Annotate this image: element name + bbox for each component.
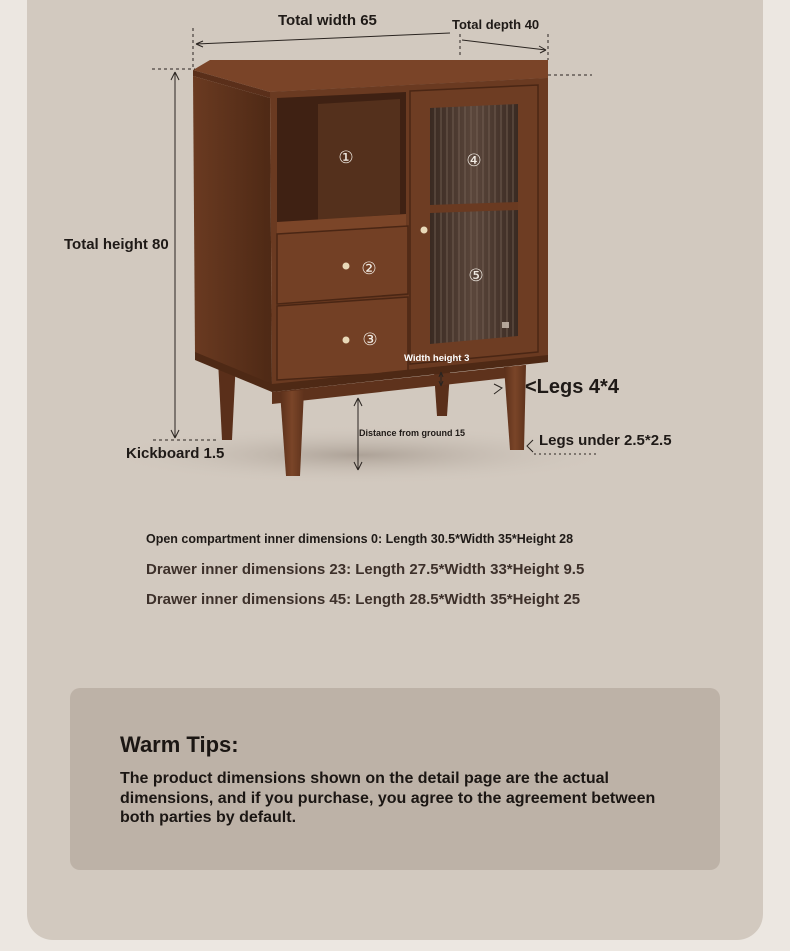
label-total-width: Total width 65 [278,12,377,29]
marker-3: ③ [362,330,378,350]
warm-tips-body: The product dimensions shown on the detail page are the actual dimensions, and if you purchase, you agree to the agreement between both parties by default. [120,770,656,826]
marker-1: ① [338,148,354,168]
label-kickboard: Kickboard 1.5 [126,445,225,462]
drawer-bottom [277,297,408,380]
door-knob [421,227,428,234]
label-total-depth: Total depth 40 [452,17,540,32]
marker-5: ⑤ [468,266,484,286]
spec-open-compartment: Open compartment inner dimensions 0: Length 30.5*Width 35*Height 28 [146,532,574,546]
drawer-top-knob [343,263,350,270]
marker-4: ④ [466,151,482,171]
open-compartment-back [318,99,400,220]
marker-2: ② [361,259,377,279]
drawer-top [277,226,408,304]
cabinet-side [193,76,272,388]
label-width-height: Width height 3 [404,353,470,364]
warm-tips-box [70,688,720,870]
label-legs: <Legs 4*4 [525,376,619,398]
spec-drawer-23: Drawer inner dimensions 23: Length 27.5*Width 33*Height 9.5 [146,561,585,578]
label-distance-ground: Distance from ground 15 [359,428,466,438]
spec-drawer-45: Drawer inner dimensions 45: Length 28.5*Width 35*Height 25 [146,591,581,608]
label-legs-under: Legs under 2.5*2.5 [539,432,672,449]
door-logo [502,322,509,328]
warm-tips-title: Warm Tips: [120,732,239,757]
drawer-bottom-knob [343,337,350,344]
label-total-height: Total height 80 [64,236,169,253]
glass-flutes [430,104,518,344]
